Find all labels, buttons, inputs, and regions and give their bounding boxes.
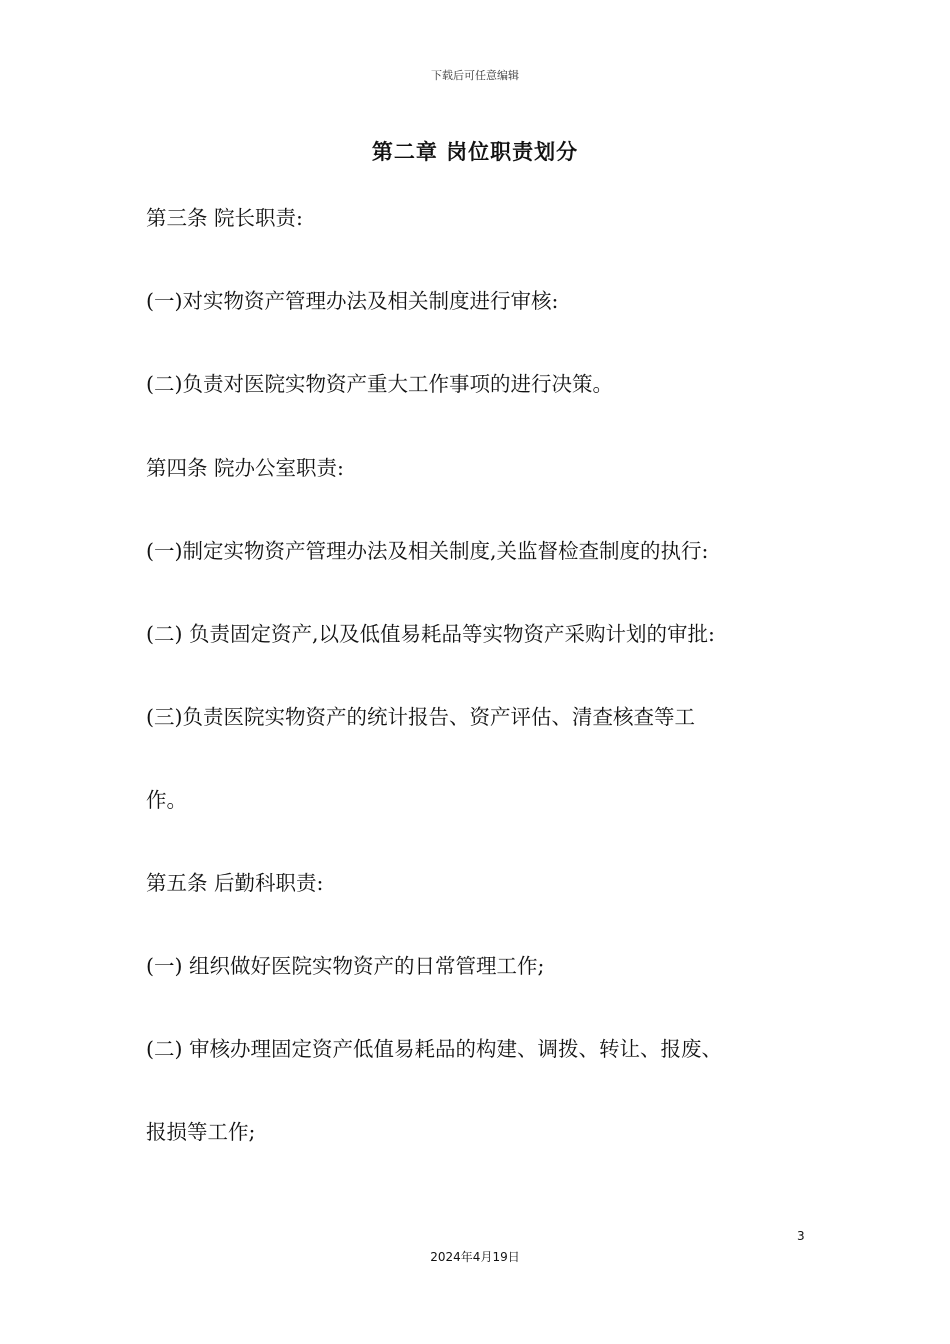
article-4-item-2: (二) 负责固定资产,以及低值易耗品等实物资产采购计划的审批: (146, 622, 715, 646)
article-3-item-2: (二)负责对医院实物资产重大工作事项的进行决策。 (146, 372, 613, 396)
article-5-item-2-cont: 报损等工作; (146, 1120, 256, 1144)
article-4-item-3: (三)负责医院实物资产的统计报告、资产评估、清查核查等工 (146, 705, 695, 729)
article-4-item-1: (一)制定实物资产管理办法及相关制度,关监督检查制度的执行: (146, 539, 709, 563)
footer-date: 2024年4月19日 (430, 1250, 520, 1264)
article-3-heading: 第三条 院长职责: (146, 206, 303, 230)
page-header: 下载后可任意编辑 (431, 69, 519, 82)
article-4-item-3-cont: 作。 (146, 788, 187, 812)
article-5-item-2: (二) 审核办理固定资产低值易耗品的构建、调拨、转让、报废、 (146, 1037, 723, 1061)
chapter-title: 第二章 岗位职责划分 (371, 139, 579, 164)
article-4-heading: 第四条 院办公室职责: (146, 456, 344, 480)
article-5-item-1: (一) 组织做好医院实物资产的日常管理工作; (146, 954, 545, 978)
article-5-heading: 第五条 后勤科职责: (146, 871, 324, 895)
page-number: 3 (797, 1229, 805, 1243)
article-3-item-1: (一)对实物资产管理办法及相关制度进行审核: (146, 289, 559, 313)
